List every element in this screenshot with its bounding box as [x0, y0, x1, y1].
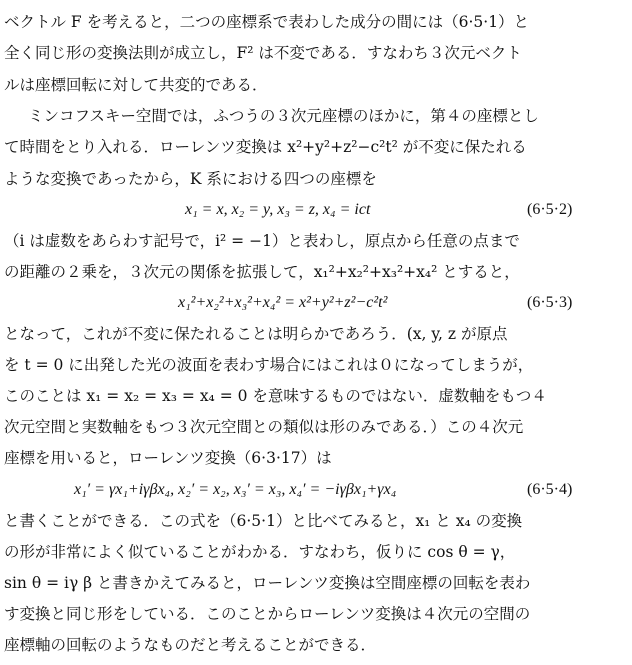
- text-line-5: て時間をとり入れる．ローレンツ変換は x²+y²+z²−c²t² が不変に保たれる: [4, 138, 527, 156]
- equation-number-6-5-3: (6·5·3): [527, 294, 573, 311]
- text-line-1: ベクトル F を考えると，二つの座標系で表わした成分の間には（6·5·1）と: [4, 13, 530, 31]
- text-line-9: となって，これが不変に保たれることは明らかであろう．(x, y, z が原点: [4, 325, 508, 343]
- text-line-8: の距離の２乗を，３次元の関係を拡張して，x₁²+x₂²+x₃²+x₄² とすると，: [4, 263, 520, 281]
- equation-number-6-5-2: (6·5·2): [527, 201, 573, 218]
- text-line-4: ミンコフスキー空間では，ふつうの３次元座標のほかに，第４の座標とし: [28, 107, 539, 125]
- text-line-17: す変換と同じ形をしている．このことからローレンツ変換は４次元の空間の: [4, 605, 531, 623]
- text-line-11: このことは x₁ = x₂ = x₃ = x₄ = 0 を意味するものではない．虚数軸をもつ４: [4, 387, 547, 405]
- text-line-7: （i は虚数をあらわす記号で，i² = −1）と表わし，原点から任意の点まで: [4, 232, 520, 250]
- text-line-13: 座標を用いると，ローレンツ変換（6·3·17）は: [4, 449, 332, 467]
- text-line-18: 座標軸の回転のようなものだと考えることができる．: [4, 636, 377, 654]
- equation-6-5-2: x₁ = x, x₂ = y, x₃ = z, x₄ = ict: [185, 201, 371, 218]
- text-line-3: ルは座標回転に対して共変的である．: [4, 76, 268, 94]
- text-line-16: sin θ = iγ β と書きかえてみると，ローレンツ変換は空間座標の回転を表わ: [4, 574, 531, 592]
- text-line-14: と書くことができる．この式を（6·5·1）と比べてみると，x₁ と x₄ の変換: [4, 512, 523, 530]
- equation-6-5-4: x₁′ = γx₁+iγβx₄, x₂′ = x₂, x₃′ = x₃, x₄′ = −iγβx₁+γx₄: [74, 481, 397, 498]
- text-line-2: 全く同じ形の変換法則が成立し，F² は不変である．すなわち３次元ベクト: [4, 44, 522, 62]
- text-line-10: を t = 0 に出発した光の波面を表わす場合にはこれは０になってしまうが，: [4, 356, 534, 374]
- equation-number-6-5-4: (6·5·4): [527, 481, 573, 498]
- text-line-15: の形が非常によく似ていることがわかる．すなわち，仮りに cos θ = γ，: [4, 543, 516, 561]
- text-line-12: 次元空間と実数軸をもつ３次元空間との類似は形のみである．）この４次元: [4, 418, 524, 436]
- equation-6-5-3: x₁²+x₂²+x₃²+x₄² = x²+y²+z²−c²t²: [178, 294, 388, 311]
- text-line-6: ような変換であったから，K 系における四つの座標を: [4, 170, 377, 188]
